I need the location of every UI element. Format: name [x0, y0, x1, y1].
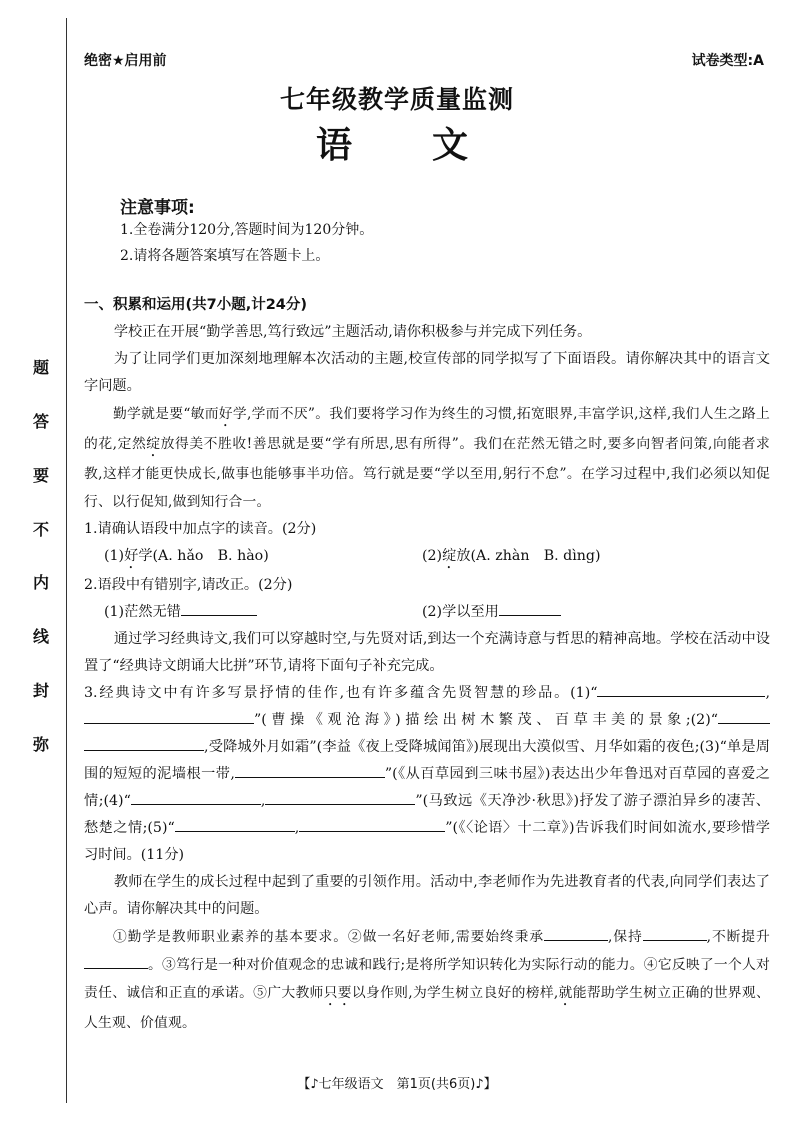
speech-text: ,保持	[608, 929, 643, 945]
binding-margin-text	[30, 355, 52, 755]
question-2-options	[84, 599, 770, 626]
answer-blank[interactable]	[84, 736, 204, 751]
passage-text: 学,学而不厌”。我们要将学习作为终生的习惯,拓宽眼界,丰富学识,这样,我们人生之路上的花,定然	[84, 406, 770, 452]
answer-blank[interactable]	[725, 682, 765, 697]
answer-blank[interactable]	[643, 926, 707, 941]
question-2-stem: 2.语段中有错别字,请改正。(2分)	[84, 577, 293, 593]
passage-text: 放得美不胜收!善思就是要“学有所思,思有所得”。我们在茫然无错之时,要多向智者问策,向能者求教,这样才能更快成长,做事也能够事半功倍。笃行就是要“学以至用,躬行不怠”。在学习过程中,我们必须以知促行、以行促知,做到知行合一。	[84, 436, 770, 510]
paper-type-label: 试卷类型:A	[691, 53, 764, 69]
answer-blank[interactable]	[265, 790, 415, 805]
speech-text: 。③笃行是一种对价值观念的忠诚和践行;是将所学知识转化为实际行动的能力。④它反映了一个人对责任、诚信和正直的承诺。⑤广大教师	[84, 957, 770, 1001]
passage-text: 勤学就是要“敏而	[112, 406, 219, 422]
dotted-char: 好	[218, 406, 233, 422]
confidential-label: 绝密★启用前	[84, 53, 167, 69]
dotted-char: 绽	[442, 548, 457, 564]
teacher-speech	[84, 923, 770, 1037]
intro-paragraph: 通过学习经典诗文,我们可以穿越时空,与先贤对话,到达一个充满诗意与哲思的精神高地。学校在活动中设置了“经典诗文朗诵大比拼”环节,请将下面句子补充完成。	[84, 631, 770, 674]
question-1-stem: 1.请确认语段中加点字的读音。(2分)	[84, 521, 317, 537]
answer-blank[interactable]	[181, 601, 257, 616]
question-text: ,	[765, 685, 770, 701]
question-text: ”(《从百草园到三味书屋》)表达出少年鲁迅对百草园的喜爱之情;(4)“	[84, 766, 770, 809]
option	[422, 543, 740, 572]
option-text: (1)茫然无错	[104, 604, 181, 620]
section-heading: 一、积累和运用(共7小题,计24分)	[84, 297, 308, 313]
speech-text: ,不断提升	[706, 929, 770, 945]
notice-item: 2.请将各题答案填写在答题卡上。	[120, 248, 330, 264]
option-number: (2)	[422, 548, 443, 564]
question-text: ,	[294, 820, 300, 836]
answer-blank[interactable]	[299, 817, 349, 832]
margin-char: 题	[32, 358, 49, 377]
speech-text: ①勤学是教师职业素养的基本要求。②做一名好老师,需要始终秉承	[112, 929, 545, 945]
intro-paragraph: 教师在学生的成长过程中起到了重要的引领作用。活动中,李老师作为先进教育者的代表,向同学们表达了心声。请你解决其中的问题。	[84, 874, 770, 917]
question-text: 3.经典诗文中有许多写景抒情的佳作,也有许多蕴含先贤智慧的珍品。(1)“	[84, 685, 598, 701]
speech-text: 以身作则,为学生树立良好的榜样,	[351, 985, 559, 1001]
dotted-word: 只要	[323, 985, 352, 1001]
question-3	[84, 680, 770, 869]
margin-char: 线	[32, 627, 49, 647]
answer-blank[interactable]	[718, 709, 770, 724]
answer-blank[interactable]	[84, 954, 148, 969]
margin-char: 不	[32, 519, 49, 539]
question-text: ”(马致远《天净沙·秋思》)抒发了游子漂泊异乡的凄苦、愁楚之情;(5)“	[84, 793, 770, 836]
option	[104, 543, 422, 572]
answer-blank[interactable]	[175, 817, 295, 832]
question-1-options	[84, 543, 770, 572]
answer-blank[interactable]	[597, 682, 725, 697]
exam-body	[84, 292, 770, 1037]
answer-blank[interactable]	[235, 763, 385, 778]
question-text: ”(《〈论语〉十二章》)告诉我们时间如流水,要珍惜学习时间。(11分)	[84, 820, 770, 863]
notice-heading: 注意事项:	[120, 198, 195, 218]
subject-title: 语文	[315, 125, 548, 166]
intro-paragraph: 为了让同学们更加深刻地理解本次活动的主题,校宣传部的同学拟写了下面语段。请你解决其中的语言文字问题。	[84, 351, 770, 394]
question-text: ”(曹操《观沧海》)描绘出树木繁茂、百草丰美的景象;(2)“	[254, 712, 718, 728]
option	[104, 599, 422, 626]
option	[422, 599, 740, 626]
option-text: (2)学以至用	[422, 604, 499, 620]
margin-char: 弥	[32, 734, 49, 754]
answer-blank[interactable]	[499, 601, 561, 616]
margin-char: 答	[32, 411, 49, 431]
intro-paragraph: 学校正在开展“勤学善思,笃行致远”主题活动,请你积极参与并完成下列任务。	[113, 324, 592, 340]
question-text: ,受降城外月如霜”(李益《夜上受降城闻笛》)展现出大漠似雪、月华如霜的夜色;(3)“单是周围的短短的泥墙根一带,	[84, 739, 770, 782]
answer-blank[interactable]	[84, 709, 254, 724]
binding-line	[66, 18, 67, 1103]
speech-text: 能帮助学生树立正确的世界观、人生观、价值观。	[84, 985, 770, 1031]
reading-passage	[84, 400, 770, 516]
dotted-char: 好	[124, 548, 139, 564]
dotted-char: 绽	[146, 436, 161, 452]
exam-title: 七年级教学质量监测	[279, 85, 514, 114]
question-text: ,	[260, 793, 266, 809]
answer-blank[interactable]	[544, 926, 608, 941]
answer-blank[interactable]	[131, 790, 261, 805]
margin-char: 封	[32, 681, 49, 701]
page-footer: 【♪七年级语文 第1页(共6页)♪】	[297, 1077, 497, 1092]
option-number: (1)	[104, 548, 125, 564]
notice-item: 1.全卷满分120分,答题时间为120分钟。	[120, 222, 374, 238]
option-text: 学(A. hǎo B. hào)	[138, 548, 269, 564]
option-text: 放(A. zhàn B. dìng)	[456, 548, 601, 564]
margin-char: 要	[32, 465, 49, 485]
dotted-word: 就	[558, 985, 573, 1001]
margin-char: 内	[32, 573, 49, 593]
answer-blank[interactable]	[349, 817, 445, 832]
